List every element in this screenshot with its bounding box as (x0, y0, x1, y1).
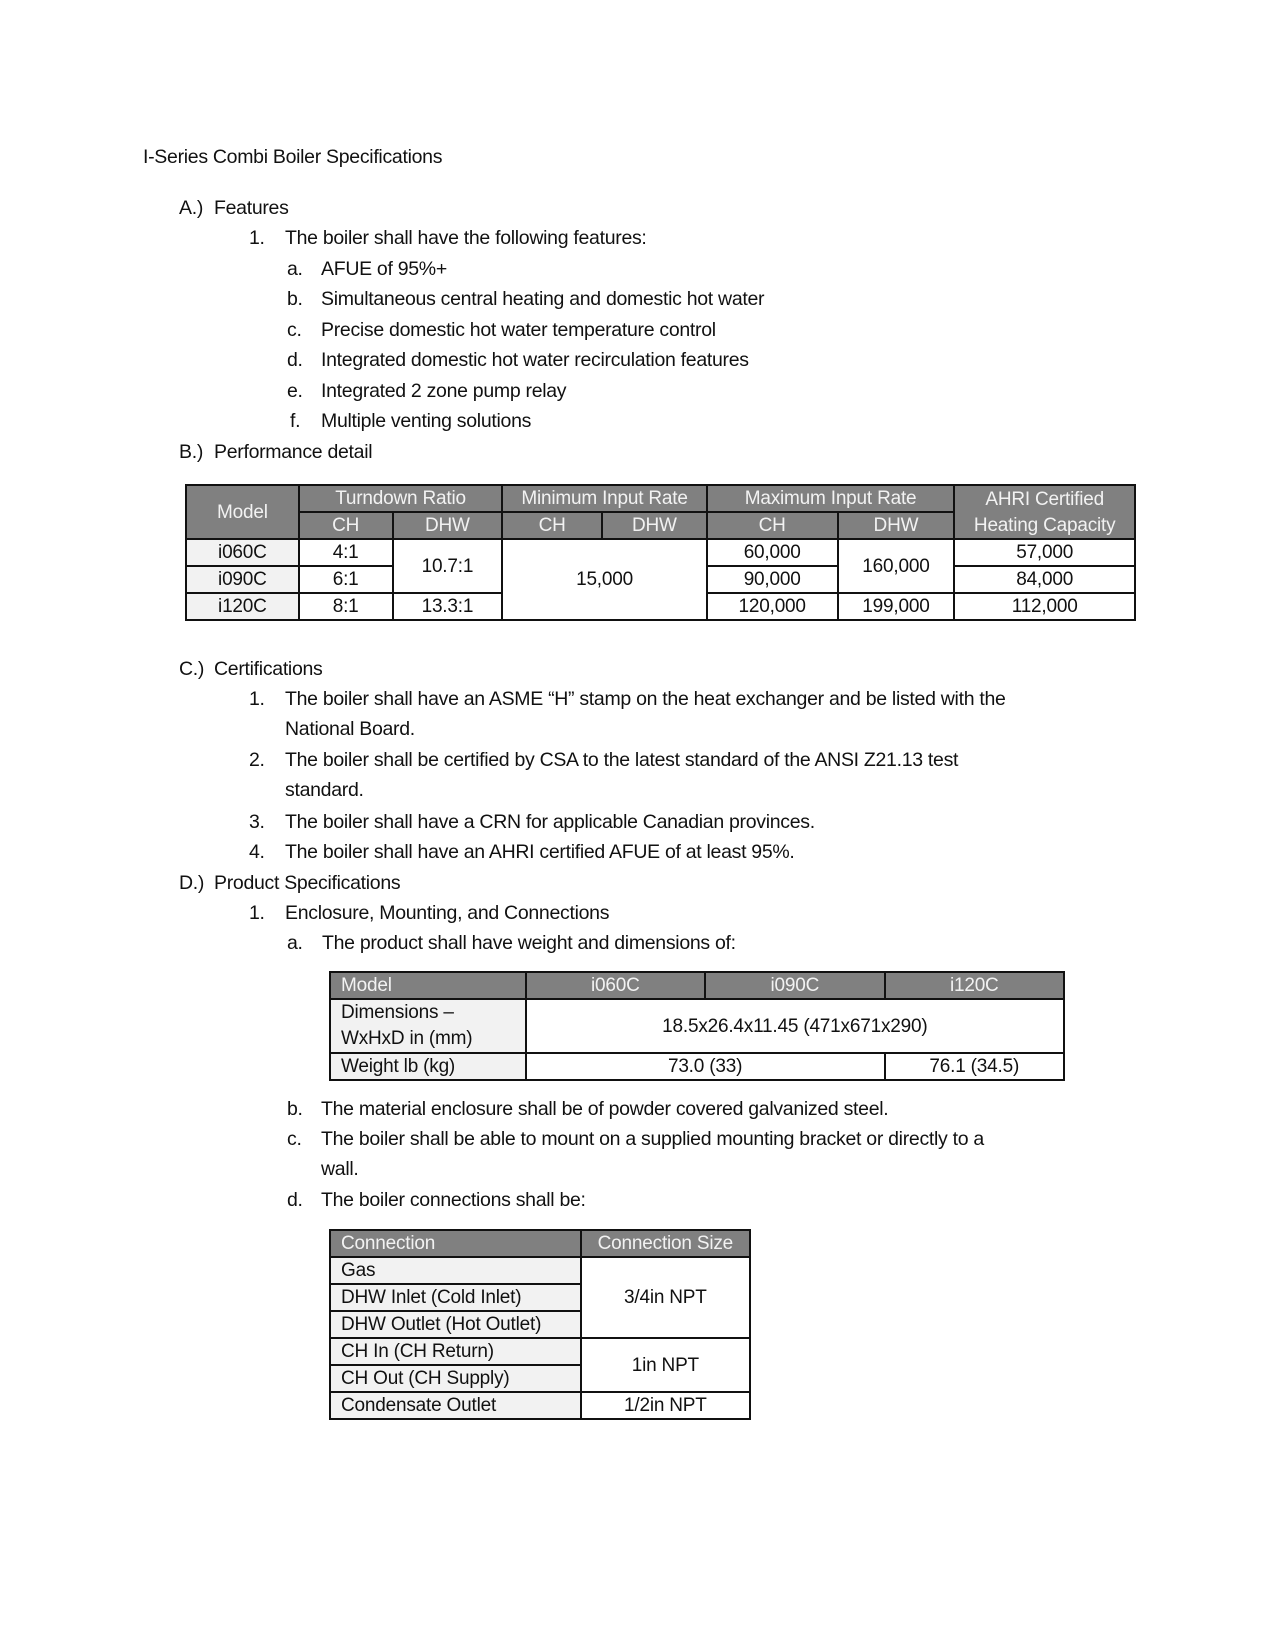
mounting-text-cont: wall. (321, 1158, 359, 1180)
header-min-ch: CH (502, 512, 602, 539)
header-model: Model (186, 485, 299, 539)
model-cell: i060C (186, 539, 299, 566)
list-letter: b. (287, 1098, 303, 1120)
list-letter: a. (287, 258, 303, 280)
table-subheader-row (186, 512, 1135, 539)
header-min-dhw: DHW (602, 512, 707, 539)
weight-value-i120: 76.1 (34.5) (885, 1053, 1064, 1080)
connection-name: Condensate Outlet (330, 1392, 581, 1419)
table-row (186, 539, 1135, 566)
header-i090c: i090C (705, 972, 884, 999)
table-row (330, 1392, 750, 1419)
turndown-dhw-cell: 10.7:1 (393, 539, 503, 593)
list-letter: d. (287, 349, 303, 371)
section-c-heading: Certifications (214, 658, 323, 680)
min-input-cell: 15,000 (502, 539, 706, 620)
feature-item: Integrated 2 zone pump relay (321, 380, 567, 402)
certification-item: The boiler shall have an AHRI certified AFUE of at least 95%. (285, 841, 795, 863)
connection-name: CH Out (CH Supply) (330, 1365, 581, 1392)
dimensions-value: 18.5x26.4x11.45 (471x671x290) (526, 999, 1064, 1053)
section-b-heading: Performance detail (214, 441, 373, 463)
list-letter: b. (287, 288, 303, 310)
ahri-cell: 57,000 (954, 539, 1135, 566)
mounting-text: The boiler shall be able to mount on a supplied mounting bracket or directly to a (321, 1128, 984, 1150)
section-d-label: D.) (179, 872, 205, 894)
connection-name: Gas (330, 1257, 581, 1284)
header-max-dhw: DHW (838, 512, 955, 539)
section-c-label: C.) (179, 658, 205, 680)
table-header-row (330, 972, 1064, 999)
max-ch-cell: 120,000 (707, 593, 838, 620)
feature-item: Multiple venting solutions (321, 410, 532, 432)
weight-label: Weight lb (kg) (330, 1053, 526, 1080)
list-number: 1. (249, 902, 265, 924)
max-dhw-cell: 160,000 (838, 539, 955, 593)
features-intro: The boiler shall have the following features: (285, 227, 647, 249)
list-letter: c. (287, 319, 302, 341)
connection-size: 1/2in NPT (581, 1392, 750, 1419)
header-ahri-line1: AHRI Certified (954, 485, 1135, 512)
weight-value-i060-i090: 73.0 (33) (526, 1053, 885, 1080)
feature-item: Integrated domestic hot water recirculation features (321, 349, 749, 371)
header-i060c: i060C (526, 972, 705, 999)
document-title: I-Series Combi Boiler Specifications (143, 146, 443, 168)
ahri-cell: 112,000 (954, 593, 1135, 620)
list-letter: a. (287, 932, 303, 954)
section-a-label: A.) (179, 197, 204, 219)
max-ch-cell: 90,000 (707, 566, 838, 593)
certification-item: The boiler shall have an ASME “H” stamp on the heat exchanger and be listed with the (285, 688, 1006, 710)
dimensions-label-line2: WxHxD in (mm) (341, 1028, 473, 1049)
model-cell: i120C (186, 593, 299, 620)
list-number: 2. (249, 749, 265, 771)
turndown-dhw-cell: 13.3:1 (393, 593, 503, 620)
connection-name: DHW Inlet (Cold Inlet) (330, 1284, 581, 1311)
list-letter: e. (287, 380, 303, 402)
list-number: 1. (249, 227, 265, 249)
list-letter: d. (287, 1189, 303, 1211)
dimensions-label-line1: Dimensions – (341, 1002, 454, 1023)
certification-item-cont: National Board. (285, 718, 415, 740)
enclosure-material: The material enclosure shall be of powder covered galvanized steel. (321, 1098, 889, 1120)
connection-name: DHW Outlet (Hot Outlet) (330, 1311, 581, 1338)
dimensions-intro: The product shall have weight and dimensions of: (322, 932, 736, 954)
list-number: 4. (249, 841, 265, 863)
table-header-row (330, 1230, 750, 1257)
header-maximum-input-rate: Maximum Input Rate (707, 485, 955, 512)
feature-item: AFUE of 95%+ (321, 258, 447, 280)
header-max-ch: CH (707, 512, 838, 539)
ahri-cell: 84,000 (954, 566, 1135, 593)
connection-size: 1in NPT (581, 1338, 750, 1392)
table-row (330, 1257, 750, 1284)
table-header-row (186, 485, 1135, 512)
section-a-heading: Features (214, 197, 289, 219)
connections-intro: The boiler connections shall be: (321, 1189, 586, 1211)
performance-table (185, 484, 1136, 621)
certification-item: The boiler shall be certified by CSA to the latest standard of the ANSI Z21.13 test (285, 749, 959, 771)
turndown-ch-cell: 6:1 (299, 566, 393, 593)
table-row (330, 1338, 750, 1365)
list-letter: c. (287, 1128, 302, 1150)
header-turndown-dhw: DHW (393, 512, 503, 539)
header-ahri-line2: Heating Capacity (954, 512, 1135, 539)
list-number: 1. (249, 688, 265, 710)
header-i120c: i120C (885, 972, 1064, 999)
list-number: 3. (249, 811, 265, 833)
feature-item: Precise domestic hot water temperature control (321, 319, 716, 341)
turndown-ch-cell: 4:1 (299, 539, 393, 566)
certification-item-cont: standard. (285, 779, 364, 801)
table-row (330, 1053, 1064, 1080)
header-connection: Connection (330, 1230, 581, 1257)
max-dhw-cell: 199,000 (838, 593, 955, 620)
dimensions-label (330, 999, 526, 1053)
header-model: Model (330, 972, 526, 999)
feature-item: Simultaneous central heating and domestic hot water (321, 288, 765, 310)
header-minimum-input-rate: Minimum Input Rate (502, 485, 706, 512)
section-d-heading: Product Specifications (214, 872, 401, 894)
certification-item: The boiler shall have a CRN for applicable Canadian provinces. (285, 811, 815, 833)
section-b-label: B.) (179, 441, 204, 463)
enclosure-heading: Enclosure, Mounting, and Connections (285, 902, 610, 924)
max-ch-cell: 60,000 (707, 539, 838, 566)
header-connection-size: Connection Size (581, 1230, 750, 1257)
header-turndown-ch: CH (299, 512, 393, 539)
turndown-ch-cell: 8:1 (299, 593, 393, 620)
dimensions-table (329, 971, 1065, 1081)
list-letter: f. (290, 410, 301, 432)
connection-size: 3/4in NPT (581, 1257, 750, 1338)
connection-name: CH In (CH Return) (330, 1338, 581, 1365)
header-turndown-ratio: Turndown Ratio (299, 485, 503, 512)
model-cell: i090C (186, 566, 299, 593)
connections-table (329, 1229, 751, 1420)
table-row (330, 999, 1064, 1053)
